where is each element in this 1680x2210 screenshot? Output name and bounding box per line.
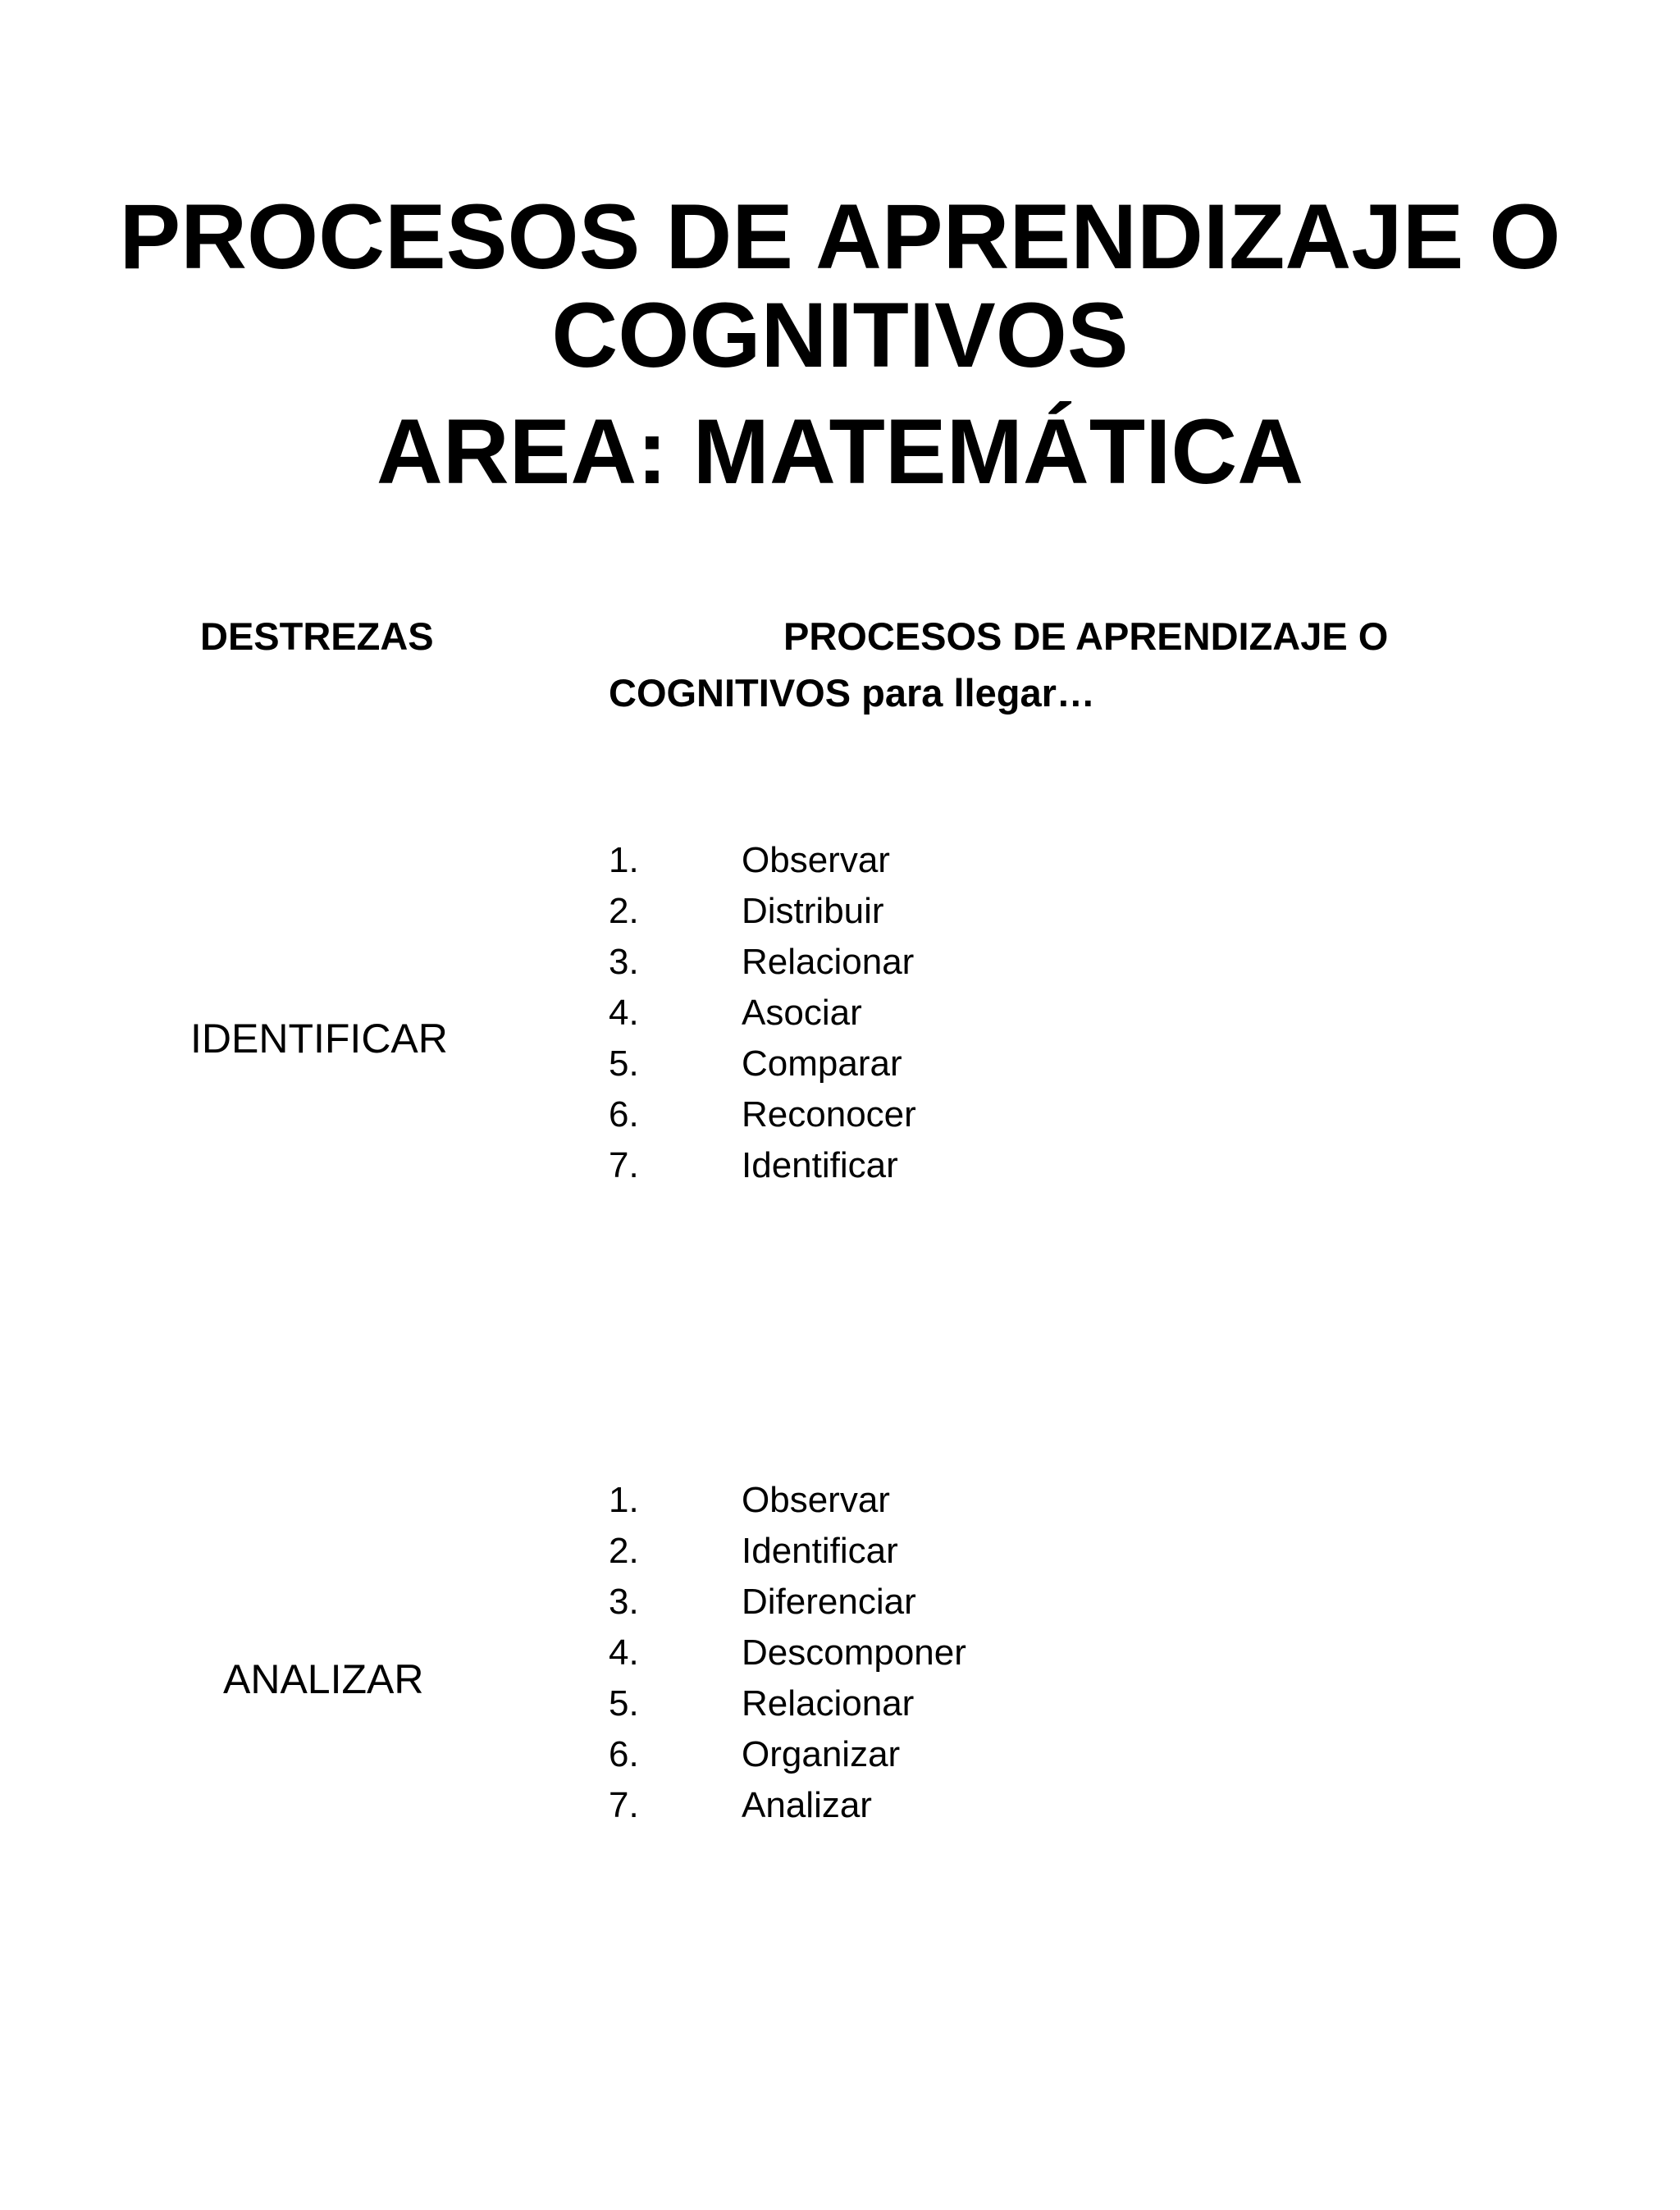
step-number: 7.: [609, 1785, 639, 1825]
step-label: Organizar: [742, 1734, 901, 1774]
step-label: Descomponer: [742, 1632, 966, 1673]
step-number: 1.: [609, 1480, 639, 1520]
step-number: 2.: [609, 1531, 639, 1571]
procesos-column-header-continued: COGNITIVOS para llegar…: [609, 671, 1095, 715]
destreza-analizar: ANALIZAR: [223, 1656, 424, 1702]
step-number: 7.: [609, 1145, 639, 1185]
step-label: Analizar: [742, 1785, 872, 1825]
destrezas-column-header: DESTREZAS: [200, 614, 434, 658]
step-number: 5.: [609, 1683, 639, 1724]
step-number: 6.: [609, 1094, 639, 1135]
step-number: 4.: [609, 993, 639, 1033]
document-title-continued: COGNITIVOS: [551, 284, 1129, 386]
area-title: AREA: MATEMÁTICA: [376, 400, 1304, 503]
step-number: 1.: [609, 840, 639, 880]
step-label: Identificar: [742, 1145, 898, 1185]
step-label: Reconocer: [742, 1094, 916, 1135]
step-label: Observar: [742, 1480, 890, 1520]
document-title: PROCESOS DE APRENDIZAJE O: [119, 185, 1561, 288]
step-label: Observar: [742, 840, 890, 880]
step-number: 3.: [609, 942, 639, 982]
step-number: 5.: [609, 1043, 639, 1084]
step-number: 2.: [609, 891, 639, 931]
step-number: 4.: [609, 1632, 639, 1673]
step-label: Diferenciar: [742, 1582, 916, 1622]
step-label: Relacionar: [742, 942, 915, 982]
step-label: Asociar: [742, 993, 862, 1033]
step-label: Distribuir: [742, 891, 884, 931]
step-label: Relacionar: [742, 1683, 915, 1724]
step-number: 6.: [609, 1734, 639, 1774]
step-label: Comparar: [742, 1043, 902, 1084]
destreza-identificar: IDENTIFICAR: [190, 1016, 448, 1062]
procesos-column-header: PROCESOS DE APRENDIZAJE O: [783, 614, 1389, 658]
step-label: Identificar: [742, 1531, 898, 1571]
step-number: 3.: [609, 1582, 639, 1622]
